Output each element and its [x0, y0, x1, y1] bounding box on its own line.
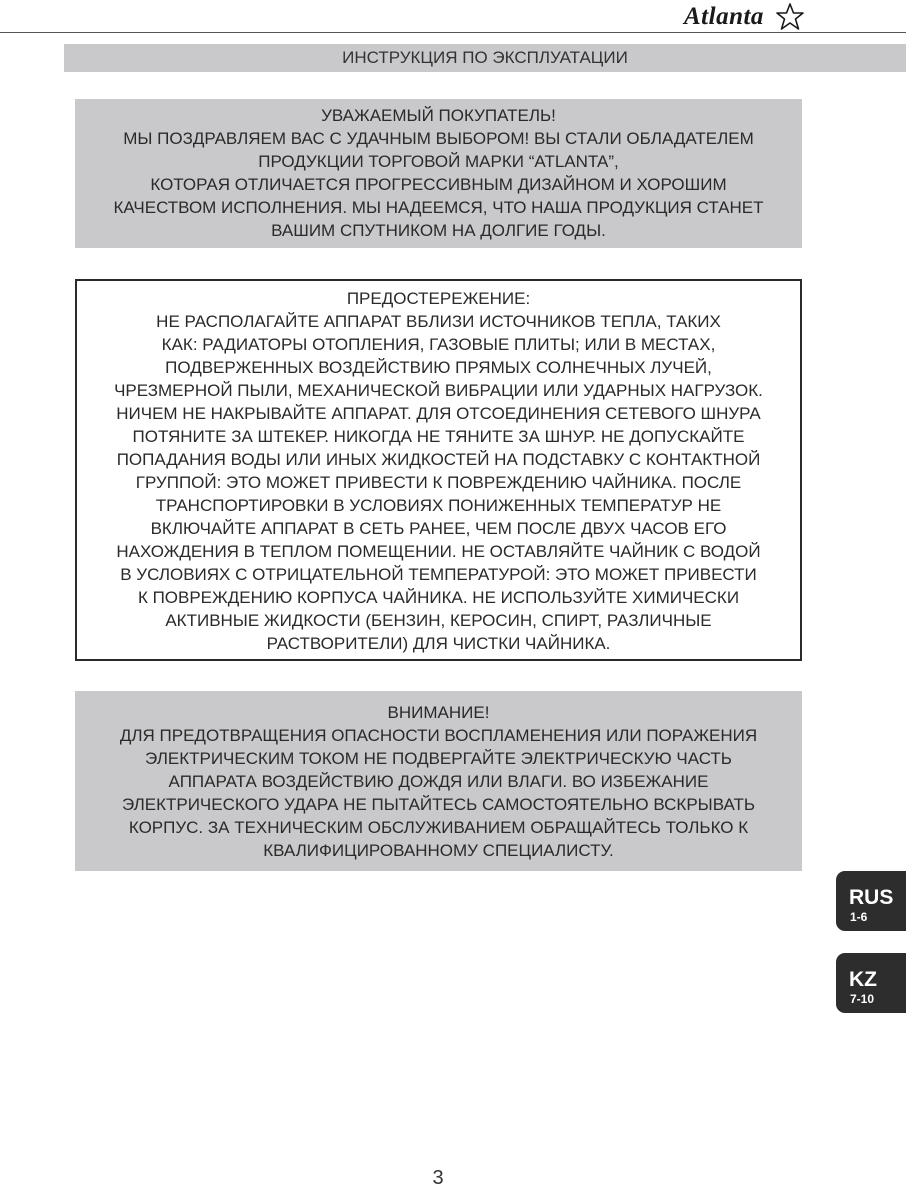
greeting-line: КАЧЕСТВОМ ИСПОЛНЕНИЯ. МЫ НАДЕЕМСЯ, ЧТО НАША ПРОДУКЦИЯ СТАНЕТ [113, 198, 764, 217]
warning-panel [75, 279, 802, 661]
language-page-range: 7-10 [850, 992, 875, 1006]
warning-line: НЕ РАСПОЛАГАЙТЕ АППАРАТ ВБЛИЗИ ИСТОЧНИКОВ ТЕПЛА, ТАКИХ [156, 312, 721, 331]
warning-line: ПОПАДАНИЯ ВОДЫ ИЛИ ИНЫХ ЖИДКОСТЕЙ НА ПОДСТАВКУ С КОНТАКТНОЙ [116, 450, 761, 469]
warning-line: РАСТВОРИТЕЛИ) ДЛЯ ЧИСТКИ ЧАЙНИКА. [266, 634, 611, 653]
page-title: ИНСТРУКЦИЯ ПО ЭКСПЛУАТАЦИИ [64, 44, 906, 72]
warning-line: КАК: РАДИАТОРЫ ОТОПЛЕНИЯ, ГАЗОВЫЕ ПЛИТЫ; ИЛИ В МЕСТАХ, [161, 335, 716, 354]
attention-line: ДЛЯ ПРЕДОТВРАЩЕНИЯ ОПАСНОСТИ ВОСПЛАМЕНЕНИЯ ИЛИ ПОРАЖЕНИЯ [119, 726, 758, 745]
attention-line: ЭЛЕКТРИЧЕСКИМ ТОКОМ НЕ ПОДВЕРГАЙТЕ ЭЛЕКТРИЧЕСКУЮ ЧАСТЬ [145, 749, 732, 768]
brand-logo-text: Atlanta [684, 3, 764, 30]
warning-line: ПОТЯНИТЕ ЗА ШТЕКЕР. НИКОГДА НЕ ТЯНИТЕ ЗА ШНУР. НЕ ДОПУСКАЙТЕ [132, 427, 745, 446]
warning-line: НИЧЕМ НЕ НАКРЫВАЙТЕ АППАРАТ. ДЛЯ ОТСОЕДИНЕНИЯ СЕТЕВОГО ШНУРА [116, 404, 761, 423]
language-tab-rus[interactable] [836, 871, 906, 931]
greeting-line: МЫ ПОЗДРАВЛЯЕМ ВАС С УДАЧНЫМ ВЫБОРОМ! ВЫ СТАЛИ ОБЛАДАТЕЛЕМ [123, 129, 754, 148]
attention-line: ЭЛЕКТРИЧЕСКОГО УДАРА НЕ ПЫТАЙТЕСЬ САМОСТОЯТЕЛЬНО ВСКРЫВАТЬ [121, 795, 756, 814]
attention-heading: ВНИМАНИЕ! [387, 703, 490, 722]
greeting-line: КОТОРАЯ ОТЛИЧАЕТСЯ ПРОГРЕССИВНЫМ ДИЗАЙНОМ И ХОРОШИМ [150, 175, 727, 194]
warning-line: ЧРЕЗМЕРНОЙ ПЫЛИ, МЕХАНИЧЕСКОЙ ВИБРАЦИИ ИЛИ УДАРНЫХ НАГРУЗОК. [114, 381, 763, 400]
warning-heading: ПРЕДОСТЕРЕЖЕНИЕ: [346, 289, 531, 308]
warning-line: ВКЛЮЧАЙТЕ АППАРАТ В СЕТЬ РАНЕЕ, ЧЕМ ПОСЛЕ ДВУХ ЧАСОВ ЕГО [150, 519, 727, 538]
language-page-range: 1-6 [850, 910, 868, 924]
page-number: 3 [432, 1167, 444, 1189]
header-divider [0, 32, 906, 33]
warning-line: АКТИВНЫЕ ЖИДКОСТИ (БЕНЗИН, КЕРОСИН, СПИРТ, РАЗЛИЧНЫЕ [165, 611, 712, 630]
attention-line: КВАЛИФИЦИРОВАННОМУ СПЕЦИАЛИСТУ. [263, 841, 614, 860]
language-code: KZ [849, 968, 877, 991]
attention-panel [75, 691, 802, 871]
greeting-heading: УВАЖАЕМЫЙ ПОКУПАТЕЛЬ! [321, 106, 556, 125]
star-outline-icon [775, 2, 805, 32]
greeting-panel [75, 99, 802, 248]
warning-line: ПОДВЕРЖЕННЫХ ВОЗДЕЙСТВИЮ ПРЯМЫХ СОЛНЕЧНЫХ ЛУЧЕЙ, [165, 358, 712, 377]
attention-line: АППАРАТА ВОЗДЕЙСТВИЮ ДОЖДЯ ИЛИ ВЛАГИ. ВО ИЗБЕЖАНИЕ [168, 772, 709, 791]
warning-line: ТРАНСПОРТИРОВКИ В УСЛОВИЯХ ПОНИЖЕННЫХ ТЕМПЕРАТУР НЕ [155, 496, 722, 515]
warning-line: В УСЛОВИЯХ С ОТРИЦАТЕЛЬНОЙ ТЕМПЕРАТУРОЙ: ЭТО МОЖЕТ ПРИВЕСТИ [120, 565, 757, 584]
greeting-line: ВАШИМ СПУТНИКОМ НА ДОЛГИЕ ГОДЫ. [271, 221, 606, 240]
language-tab-kz[interactable] [836, 953, 906, 1013]
attention-line: КОРПУС. ЗА ТЕХНИЧЕСКИМ ОБСЛУЖИВАНИЕМ ОБРАЩАЙТЕСЬ ТОЛЬКО К [128, 818, 749, 837]
warning-line: НАХОЖДЕНИЯ В ТЕПЛОМ ПОМЕЩЕНИИ. НЕ ОСТАВЛЯЙТЕ ЧАЙНИК С ВОДОЙ [116, 542, 761, 561]
warning-line: К ПОВРЕЖДЕНИЮ КОРПУСА ЧАЙНИКА. НЕ ИСПОЛЬЗУЙТЕ ХИМИЧЕСКИ [137, 588, 740, 607]
greeting-line: ПРОДУКЦИИ ТОРГОВОЙ МАРКИ “ATLANTA”, [258, 152, 619, 171]
warning-line: ГРУППОЙ: ЭТО МОЖЕТ ПРИВЕСТИ К ПОВРЕЖДЕНИЮ ЧАЙНИКА. ПОСЛЕ [135, 473, 742, 492]
language-code: RUS [849, 886, 894, 909]
brand-logo [684, 2, 804, 32]
